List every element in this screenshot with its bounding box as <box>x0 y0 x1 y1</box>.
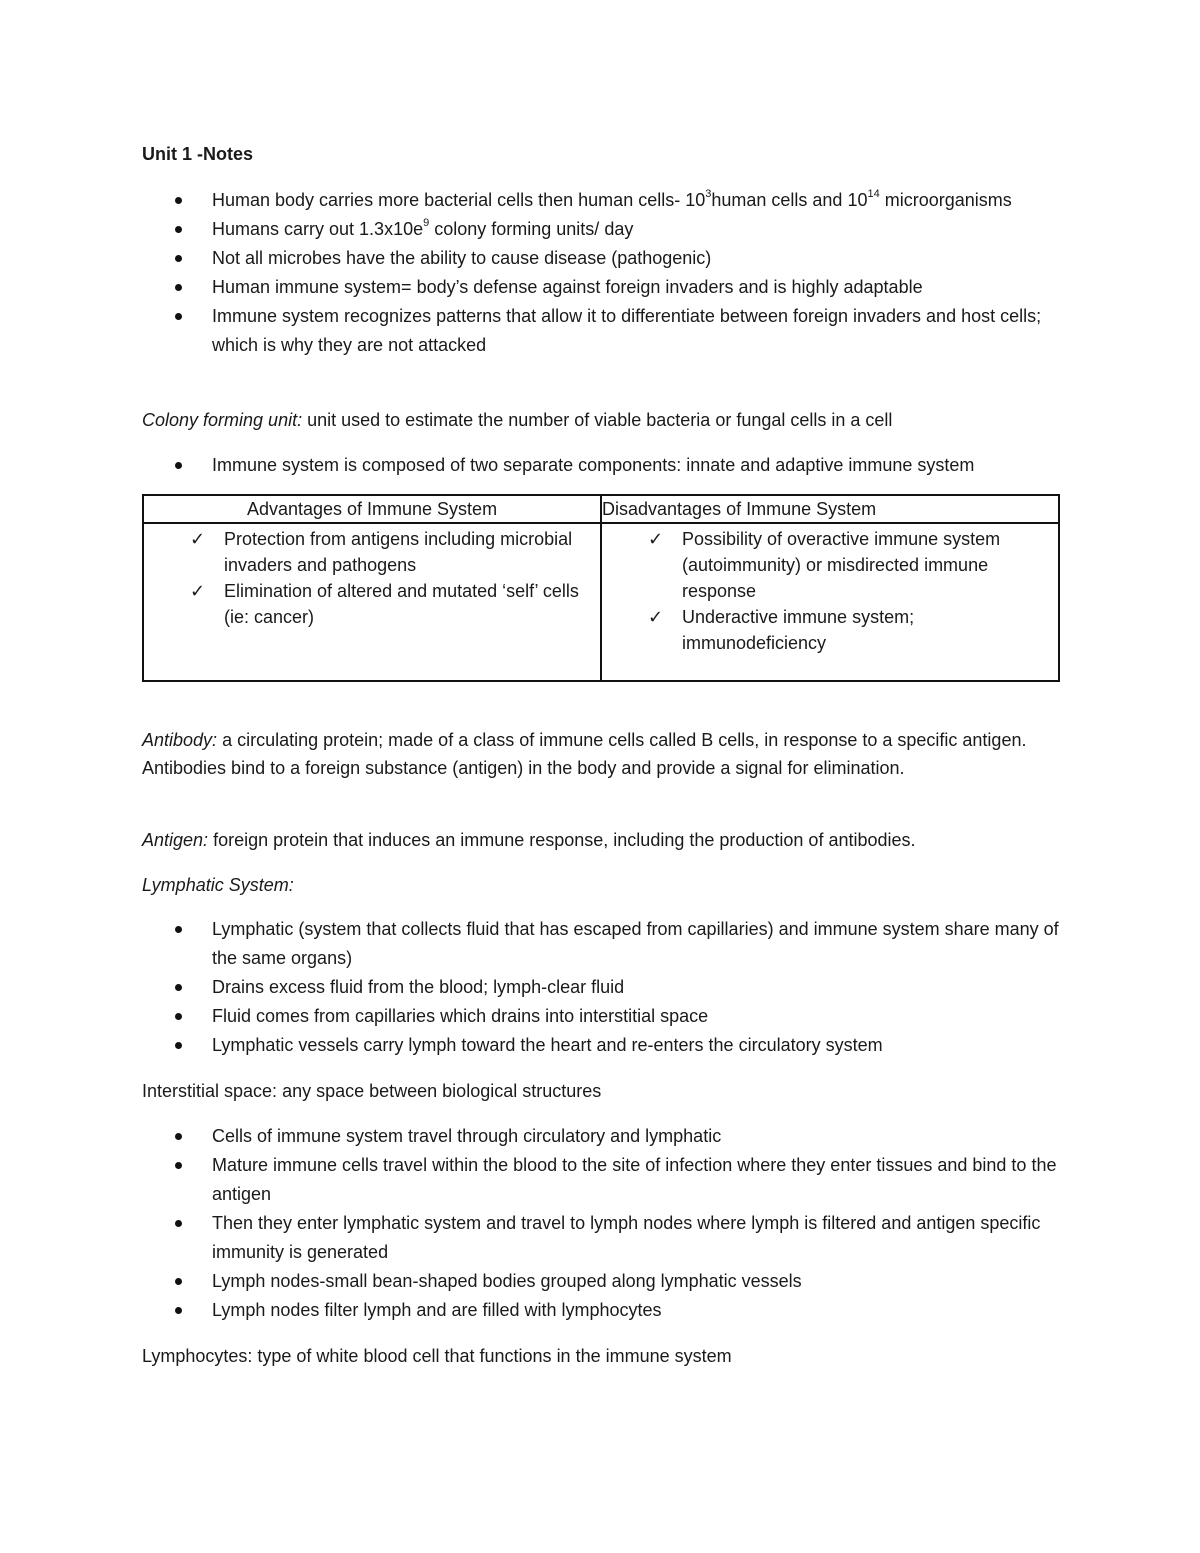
list-item: Then they enter lymphatic system and travel to lymph nodes where lymph is filtered and antigen specific immunity is generated <box>142 1209 1072 1267</box>
list-item: Fluid comes from capillaries which drains into interstitial space <box>142 1002 1072 1031</box>
list-item: Lymphatic vessels carry lymph toward the heart and re-enters the circulatory system <box>142 1031 1072 1060</box>
page-title: Unit 1 -Notes <box>142 144 254 164</box>
table-header-row <box>143 495 1059 523</box>
checkmark-icon: ✓ <box>648 529 664 549</box>
lymphocytes-definition: Lymphocytes: type of white blood cell that functions in the immune system <box>142 1346 732 1366</box>
antibody-definition: Antibody: a circulating protein; made of a class of immune cells called B cells, in response to a specific antigen. Antibodies bind to a foreign substance (antigen) in the body and provide a signal for elimination. <box>142 730 1027 778</box>
bullet-icon <box>175 1162 182 1169</box>
bullet-icon <box>175 984 182 991</box>
cfu-definition: Colony forming unit: unit used to estimate the number of viable bacteria or fungal cells in a cell <box>142 410 893 430</box>
list-item: Lymph nodes-small bean-shaped bodies grouped along lymphatic vessels <box>142 1267 1072 1296</box>
bullet-icon <box>175 313 182 320</box>
table-row <box>143 523 1059 681</box>
list-item: Drains excess fluid from the blood; lymph-clear fluid <box>142 973 1072 1002</box>
list-item: Human immune system= body’s defense against foreign invaders and is highly adaptable <box>142 273 1072 302</box>
list-item: ✓ Protection from antigens including microbial invaders and pathogens <box>144 526 600 578</box>
interstitial-definition: Interstitial space: any space between biological structures <box>142 1081 602 1101</box>
advantages-cell <box>143 523 601 681</box>
list-item: Cells of immune system travel through circulatory and lymphatic <box>142 1122 1072 1151</box>
bullet-icon <box>175 284 182 291</box>
bullet-icon <box>175 1013 182 1020</box>
bullet-icon <box>175 462 182 469</box>
antigen-definition: Antigen: foreign protein that induces an immune response, including the production of antibodies. <box>142 830 916 850</box>
bullet-icon <box>175 1042 182 1049</box>
disadvantages-header: Disadvantages of Immune System <box>601 495 1059 523</box>
list-item: Humans carry out $1.3x10e^9$ colony forming units/ day <box>142 215 1072 244</box>
list-item: Not all microbes have the ability to cause disease (pathogenic) <box>142 244 1072 273</box>
list-item: ✓ Elimination of altered and mutated ‘self’ cells (ie: cancer) <box>144 578 600 630</box>
list-item: Lymphatic (system that collects fluid that has escaped from capillaries) and immune system share many of the same organs) <box>142 915 1072 973</box>
list-item: Human body carries more bacterial cells then human cells- $10^3human$ cells and $10^{14}$ microorganisms <box>142 186 1072 215</box>
bullet-icon <box>175 926 182 933</box>
list-item: Immune system recognizes patterns that allow it to differentiate between foreign invaders and host cells; which is why they are not attacked <box>142 302 1072 360</box>
immune-cell-bullet-list <box>142 1122 1072 1325</box>
components-bullet-list <box>142 451 1072 480</box>
checkmark-icon: ✓ <box>648 607 664 627</box>
list-item: Immune system is composed of two separate components: innate and adaptive immune system <box>142 451 1072 480</box>
list-item: Lymph nodes filter lymph and are filled with lymphocytes <box>142 1296 1072 1325</box>
list-item: ✓ Underactive immune system; immunodeficiency <box>602 604 1058 656</box>
bullet-icon <box>175 226 182 233</box>
checkmark-icon: ✓ <box>190 581 206 601</box>
bullet-icon <box>175 1278 182 1285</box>
list-item: ✓ Possibility of overactive immune system (autoimmunity) or misdirected immune response <box>602 526 1058 604</box>
disadvantages-cell <box>601 523 1059 681</box>
bullet-icon <box>175 1307 182 1314</box>
lymphatic-bullet-list <box>142 915 1072 1060</box>
bullet-icon <box>175 1220 182 1227</box>
bullet-icon <box>175 255 182 262</box>
lymphatic-heading: Lymphatic System: <box>142 875 294 895</box>
list-item: Mature immune cells travel within the blood to the site of infection where they enter tissues and bind to the antigen <box>142 1151 1072 1209</box>
bullet-icon <box>175 1133 182 1140</box>
bullet-icon <box>175 197 182 204</box>
advantages-header: Advantages of Immune System <box>143 495 601 523</box>
advantages-disadvantages-table <box>142 494 1060 682</box>
checkmark-icon: ✓ <box>190 529 206 549</box>
intro-bullet-list <box>142 186 1072 360</box>
